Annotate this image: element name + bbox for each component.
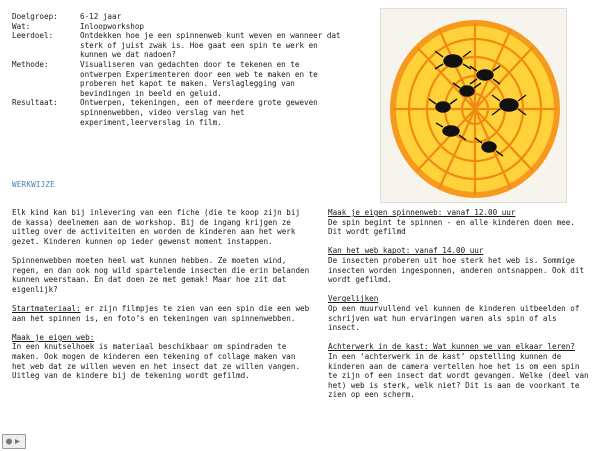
viewer-toggle-icon[interactable] <box>2 434 26 449</box>
maak-web-heading: Maak je eigen web: <box>12 332 95 342</box>
info-row-doelgroep <box>12 12 342 22</box>
right-column <box>328 208 593 409</box>
kapot-section <box>328 246 593 284</box>
maak-web-paragraph <box>12 333 312 381</box>
spinnenweb-heading: Maak je eigen spinnenweb: vanaf 12.00 uur <box>328 208 516 217</box>
spiderweb-drawing-photo <box>380 8 567 203</box>
spiderweb-drawing <box>381 9 566 202</box>
info-row-leerdoel <box>12 31 342 60</box>
startmateriaal-heading: Startmateriaal: <box>12 303 81 313</box>
spinnenweb-text: De spin begint te spinnen - en alle kinderen doen mee. Dit wordt gefilmd <box>328 217 575 237</box>
spinnenweb-section <box>328 208 593 237</box>
achterwerk-heading: Achterwerk in de kast: Wat kunnen we van elkaar leren? <box>328 342 575 352</box>
info-label: Methode: <box>12 59 49 69</box>
info-value: Ontwerpen, tekeningen, een of meerdere grote geweven spinnenwebben, video verslag van het experiment,leerverslag in film. <box>80 98 318 127</box>
info-label: Leerdoel: <box>12 31 54 41</box>
info-row-methode <box>12 60 342 98</box>
info-value: 6-12 jaar <box>80 12 122 21</box>
vergelijken-heading: Vergelijken <box>328 294 379 304</box>
achterwerk-text: In een ‘achterwerk in de kast’ opstelling kunnen de kinderen aan de camera vertellen hoe het is om een spin te zijn of een insect dat wordt gevangen. Welke (deel van het) web is sterk, welk niet? Dit is aan de voorkant te zien op een scherm. <box>328 351 589 400</box>
vergelijken-section <box>328 294 593 332</box>
info-value: Ontdekken hoe je een spinnenweb kunt weven en wanneer dat sterk of juist zwak is. Hoe gaat een spin te werk en kunnen we dat nadoen? <box>80 31 341 60</box>
maak-web-text: In een knutselhoek is materiaal beschikbaar om spindraden te maken. Ook mogen de kinderen een tekening of collage maken van het web dat ze willen weven en het insect dat ze willen vangen. Uitleg van de kindere bij de tekening wordt gefilmd. <box>12 342 301 381</box>
info-label: Resultaat: <box>12 98 58 108</box>
info-row-resultaat <box>12 98 342 127</box>
spiderweb-paragraph: Spinnenwebben moeten heel wat kunnen hebben. Ze moeten wind, regen, en dan ook nog wild spartelende insecten die erin belanden kunnen weerstaan. En dat doen ze met gemak! Maar hoe zit dat eigenlijk? <box>12 255 310 294</box>
vergelijken-text: Op een muurvullend vel kunnen de kinderen uitbeelden of schrijven wat hun ervaringen waren als spin of als insect. <box>328 303 580 333</box>
info-value: Visualiseren van gedachten door te tekenen en te ontwerpen Experimenteren door een web te maken en te proberen het kapot te maken. Verslaglegging van bevindingen in beeld en geluid. <box>80 59 318 98</box>
achterwerk-section <box>328 342 593 400</box>
info-label: Doelgroep: <box>12 12 58 21</box>
info-table <box>12 12 342 127</box>
info-row-wat <box>12 22 342 32</box>
kapot-text: De insecten proberen uit hoe sterk het web is. Sommige insecten worden ingesponnen, anderen ontsnappen. Ook dit wordt gefilmd. <box>328 255 585 285</box>
intro-paragraph: Elk kind kan bij inlevering van een fiche (die te koop zijn bij de kassa) deelnemen aan de workshop. Bij de ingang krijgen ze uitleg over de activiteiten en worden de kinderen aan het werk gezet. Kinderen kunnen op ieder gewenst moment instappen. <box>12 208 301 246</box>
info-value: Inloopworkshop <box>80 21 145 31</box>
startmateriaal-paragraph <box>12 304 312 323</box>
kapot-heading: Kan het web kapot: vanaf 14.00 uur <box>328 246 484 256</box>
left-column <box>12 208 312 390</box>
section-title: WERKWIJZE <box>12 180 55 189</box>
startmateriaal-text: er zijn filmpjes te zien van een spin die een web aan het spinnen is, en foto’s en tekeningen van spinnenwebben. <box>12 303 310 323</box>
info-label: Wat: <box>12 21 31 31</box>
